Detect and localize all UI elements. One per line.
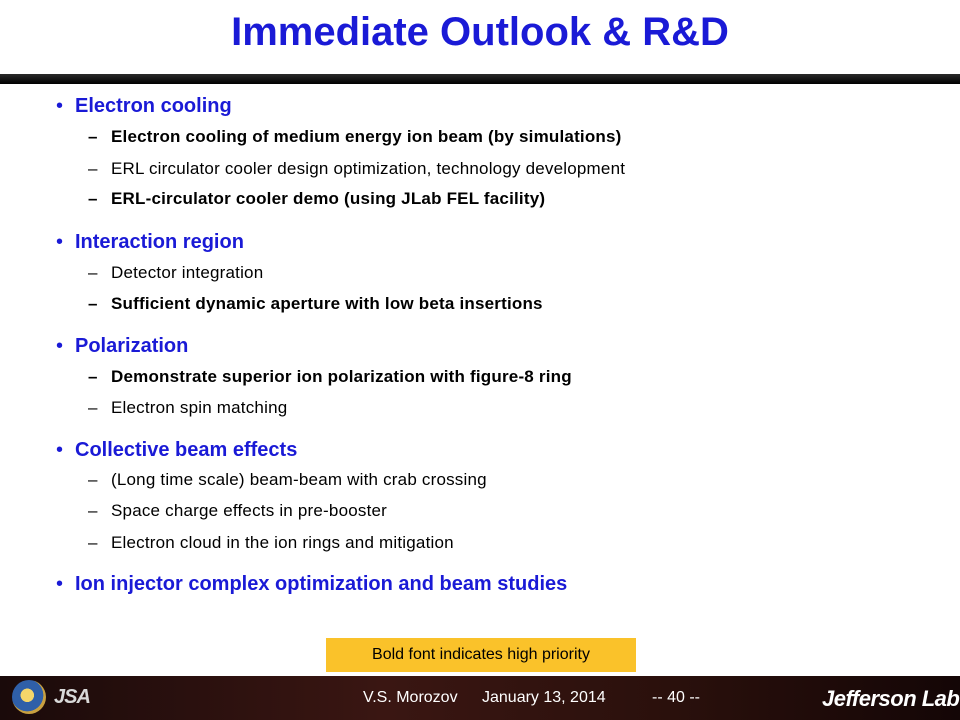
dash-glyph: – <box>88 533 98 552</box>
list-item-text: ERL-circulator cooler demo (using JLab FEL facility) <box>111 189 546 208</box>
bullet-glyph: • <box>56 573 64 595</box>
dash-glyph: – <box>88 127 98 146</box>
dash-glyph: – <box>88 367 98 386</box>
title-divider <box>0 74 960 84</box>
footer-date: January 13, 2014 <box>482 689 606 706</box>
list-item-text: Detector integration <box>111 263 264 282</box>
section-label: Ion injector complex optimization and beam studies <box>75 573 568 595</box>
list-item-text: Electron cooling of medium energy ion beam (by simulations) <box>111 127 622 146</box>
footer-bar <box>0 676 960 720</box>
title-bar <box>0 0 960 74</box>
dash-glyph: – <box>88 501 98 520</box>
list-item-text: ERL circulator cooler design optimization, technology development <box>111 159 626 178</box>
dash-glyph: – <box>88 189 98 208</box>
footer-page-number: -- 40 -- <box>652 689 700 706</box>
doe-seal-icon <box>12 680 46 714</box>
bullet-glyph: • <box>56 335 64 357</box>
dash-glyph: – <box>88 398 98 417</box>
bullet-glyph: • <box>56 231 64 253</box>
dash-glyph: – <box>88 159 98 178</box>
list-item-text: Sufficient dynamic aperture with low beta insertions <box>111 294 543 313</box>
section-label: Polarization <box>75 335 189 357</box>
jefferson-lab-logo-text: Jefferson Lab <box>822 686 960 711</box>
section-label: Interaction region <box>75 231 244 253</box>
jefferson-lab-logo <box>822 686 959 712</box>
section-label: Electron cooling <box>75 95 232 117</box>
slide-title: Immediate Outlook & R&D <box>231 10 729 54</box>
dash-glyph: – <box>88 470 98 489</box>
list-item-text: Demonstrate superior ion polarization with figure-8 ring <box>111 367 572 386</box>
footer-author: V.S. Morozov <box>363 689 458 706</box>
bullet-glyph: • <box>56 95 64 117</box>
list-item-text: (Long time scale) beam-beam with crab crossing <box>111 470 487 489</box>
section-label: Collective beam effects <box>75 439 298 461</box>
list-item-text: Space charge effects in pre-booster <box>111 501 388 520</box>
jsa-logo: JSA <box>54 686 90 708</box>
priority-note: Bold font indicates high priority <box>326 638 636 672</box>
list-item-text: Electron cloud in the ion rings and mitigation <box>111 533 454 552</box>
dash-glyph: – <box>88 263 98 282</box>
list-item-text: Electron spin matching <box>111 398 288 417</box>
dash-glyph: – <box>88 294 98 313</box>
bullet-glyph: • <box>56 439 64 461</box>
